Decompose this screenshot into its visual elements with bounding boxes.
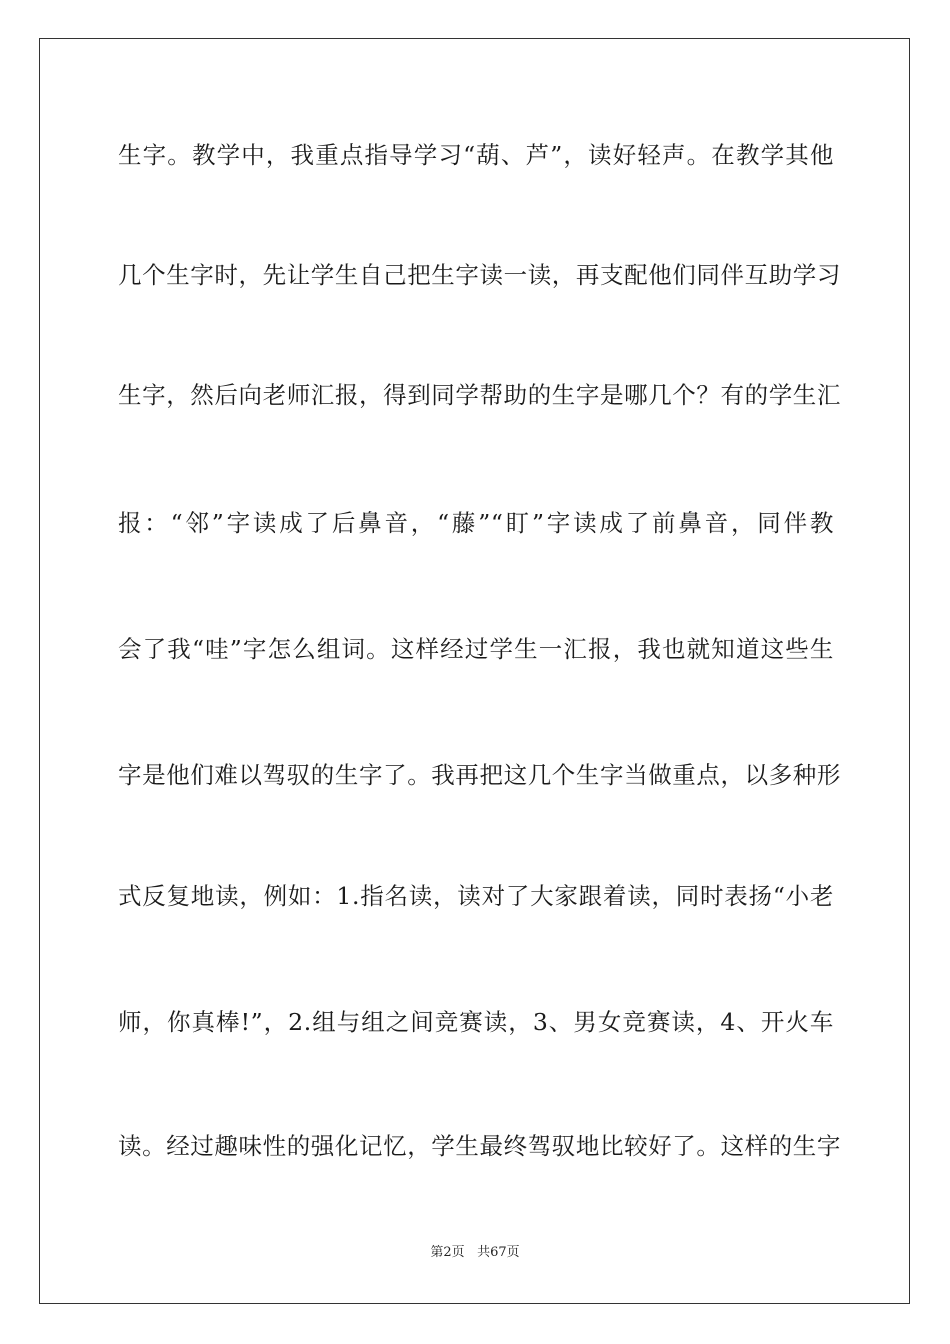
page-border <box>39 38 910 1304</box>
text-line: 师，你真棒!”，2.组与组之间竞赛读，3、男女竞赛读，4、开火车 <box>118 1008 834 1036</box>
text-line: 报：“邻”字读成了后鼻音，“藤”“盯”字读成了前鼻音，同伴教 <box>118 509 834 537</box>
text-line: 会了我“哇”字怎么组词。这样经过学生一汇报，我也就知道这些生 <box>118 635 834 663</box>
page-total: 共67页 <box>477 1245 520 1260</box>
text-line: 几个生字时，先让学生自己把生字读一读，再支配他们同伴互助学习 <box>118 261 841 289</box>
page-number: 第2页 <box>430 1245 465 1260</box>
text-line: 读。经过趣味性的强化记忆，学生最终驾驭地比较好了。这样的生字 <box>118 1132 841 1160</box>
text-line: 式反复地读，例如：1.指名读，读对了大家跟着读，同时表扬“小老 <box>118 882 834 910</box>
text-line: 生字。教学中，我重点指导学习“葫、芦”，读好轻声。在教学其他 <box>118 141 834 169</box>
text-line: 生字，然后向老师汇报，得到同学帮助的生字是哪几个？有的学生汇 <box>118 381 841 409</box>
page-footer <box>0 1244 950 1262</box>
text-line: 字是他们难以驾驭的生字了。我再把这几个生字当做重点，以多种形 <box>118 761 841 789</box>
